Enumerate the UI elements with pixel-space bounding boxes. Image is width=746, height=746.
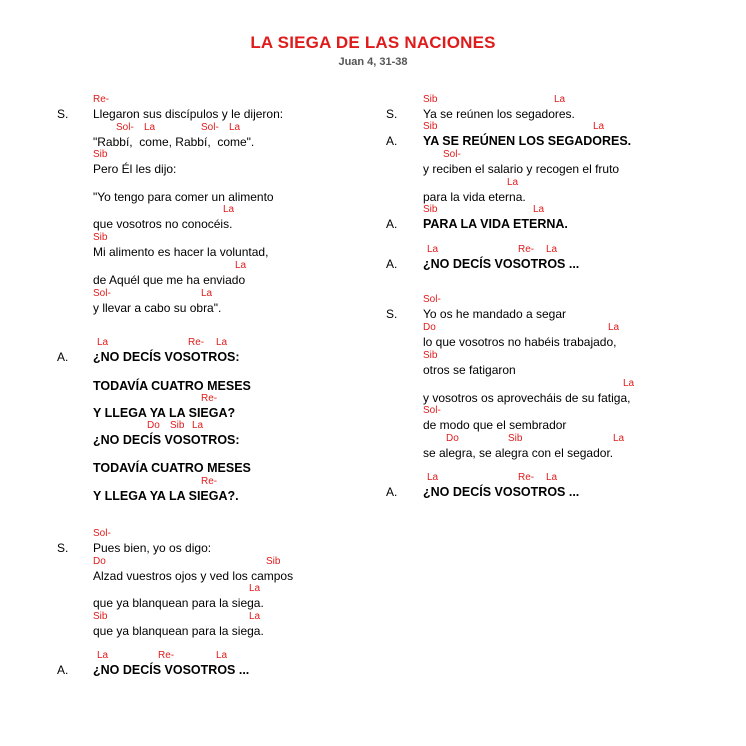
chord-label: Sol- (116, 122, 134, 133)
lyric-line: Pues bien, yo os digo: (93, 541, 212, 555)
speaker-label: A. (57, 663, 69, 677)
lyric-line: de modo que el sembrador (423, 418, 567, 432)
lyric-line: se alegra, se alegra con el segador. (423, 446, 614, 460)
chord-label: La (613, 433, 625, 444)
chord-label: La (229, 122, 241, 133)
assembly-response-line: ¿NO DECÍS VOSOTROS ... (423, 485, 580, 499)
lyric-line: y llevar a cabo su obra". (93, 301, 222, 315)
chord-label: La (427, 244, 439, 255)
lyric-line: Ya se reúnen los segadores. (423, 107, 575, 121)
chord-label: La (192, 420, 204, 431)
chord-label: Sib (508, 433, 523, 444)
chord-label: Sib (93, 611, 108, 622)
chord-label: Sib (423, 204, 438, 215)
chord-label: La (216, 650, 228, 661)
assembly-response-line: ¿NO DECÍS VOSOTROS: (93, 433, 240, 447)
assembly-response-line: TODAVÍA CUATRO MESES (93, 379, 251, 393)
assembly-response-line: PARA LA VIDA ETERNA. (423, 217, 568, 231)
chord-label: Sib (423, 121, 438, 132)
chord-label: Sib (170, 420, 185, 431)
chord-label: Re- (201, 393, 218, 404)
chord-label: La (554, 94, 566, 105)
chord-label: Re- (188, 337, 205, 348)
chord-label: La (235, 260, 247, 271)
lyric-line: lo que vosotros no habéis trabajado, (423, 335, 617, 349)
speaker-label: A. (57, 350, 69, 364)
lyric-line: que ya blanquean para la siega. (93, 596, 264, 610)
speaker-label: A. (386, 485, 398, 499)
chord-label: Re- (93, 94, 110, 105)
speaker-label: A. (386, 134, 398, 148)
chord-label: Do (446, 433, 459, 444)
chord-label: La (546, 244, 558, 255)
assembly-response-line: YA SE REÚNEN LOS SEGADORES. (423, 134, 632, 148)
scripture-reference: Juan 4, 31-38 (338, 56, 408, 68)
chord-label: Sib (266, 556, 281, 567)
chord-label: La (97, 337, 109, 348)
chord-label: Do (93, 556, 106, 567)
lyric-line: y reciben el salario y recogen el fruto (423, 162, 620, 176)
chord-label: La (97, 650, 109, 661)
assembly-response-line: ¿NO DECÍS VOSOTROS ... (93, 663, 250, 677)
assembly-response-line: Y LLEGA YA LA SIEGA? (93, 406, 236, 420)
speaker-label: S. (57, 107, 69, 121)
chord-label: La (546, 472, 558, 483)
chord-label: La (427, 472, 439, 483)
chord-label: Sib (423, 350, 438, 361)
chord-label: Re- (518, 472, 535, 483)
lyric-line: "Rabbí, come, Rabbí, come". (93, 135, 255, 149)
lyric-line: y vosotros os aprovecháis de su fatiga, (423, 391, 631, 405)
chord-label: La (608, 322, 620, 333)
lyric-line: Pero Él les dijo: (93, 162, 177, 176)
chord-label: La (201, 288, 213, 299)
speaker-label: A. (386, 217, 398, 231)
assembly-response-line: TODAVÍA CUATRO MESES (93, 461, 251, 475)
chord-label: Re- (201, 476, 218, 487)
chord-label: Sol- (423, 405, 441, 416)
chord-label: Sol- (201, 122, 219, 133)
lyric-line: otros se fatigaron (423, 363, 516, 377)
speaker-label: S. (386, 307, 398, 321)
chord-label: Sol- (93, 288, 111, 299)
chord-label: Do (423, 322, 436, 333)
chord-label: La (593, 121, 605, 132)
lyric-line: que ya blanquean para la siega. (93, 624, 264, 638)
lyric-line: Alzad vuestros ojos y ved los campos (93, 569, 294, 583)
chord-label: La (623, 378, 635, 389)
lyric-line: Llegaron sus discípulos y le dijeron: (93, 107, 284, 121)
chord-label: Do (147, 420, 160, 431)
assembly-response-line: Y LLEGA YA LA SIEGA?. (93, 489, 239, 503)
chord-label: La (249, 583, 261, 594)
chord-label: La (533, 204, 545, 215)
assembly-response-line: ¿NO DECÍS VOSOTROS ... (423, 257, 580, 271)
speaker-label: A. (386, 257, 398, 271)
lyric-line: que vosotros no conocéis. (93, 217, 233, 231)
chord-label: La (249, 611, 261, 622)
chord-label: Sol- (423, 294, 441, 305)
lyric-line: "Yo tengo para comer un alimento (93, 190, 274, 204)
lyric-line: de Aquél que me ha enviado (93, 273, 246, 287)
lyric-line: para la vida eterna. (423, 190, 526, 204)
chord-label: La (223, 204, 235, 215)
chord-label: Sib (93, 232, 108, 243)
chord-label: Sol- (93, 528, 111, 539)
chord-label: La (144, 122, 156, 133)
song-title: LA SIEGA DE LAS NACIONES (250, 33, 496, 52)
lyric-line: Mi alimento es hacer la voluntad, (93, 245, 269, 259)
chord-label: La (216, 337, 228, 348)
chord-label: Re- (518, 244, 535, 255)
lyric-line: Yo os he mandado a segar (423, 307, 566, 321)
chord-label: Re- (158, 650, 175, 661)
speaker-label: S. (57, 541, 69, 555)
chord-label: Sib (423, 94, 438, 105)
chord-label: La (507, 177, 519, 188)
chord-label: Sib (93, 149, 108, 160)
speaker-label: S. (386, 107, 398, 121)
chord-label: Sol- (443, 149, 461, 160)
assembly-response-line: ¿NO DECÍS VOSOTROS: (93, 350, 240, 364)
